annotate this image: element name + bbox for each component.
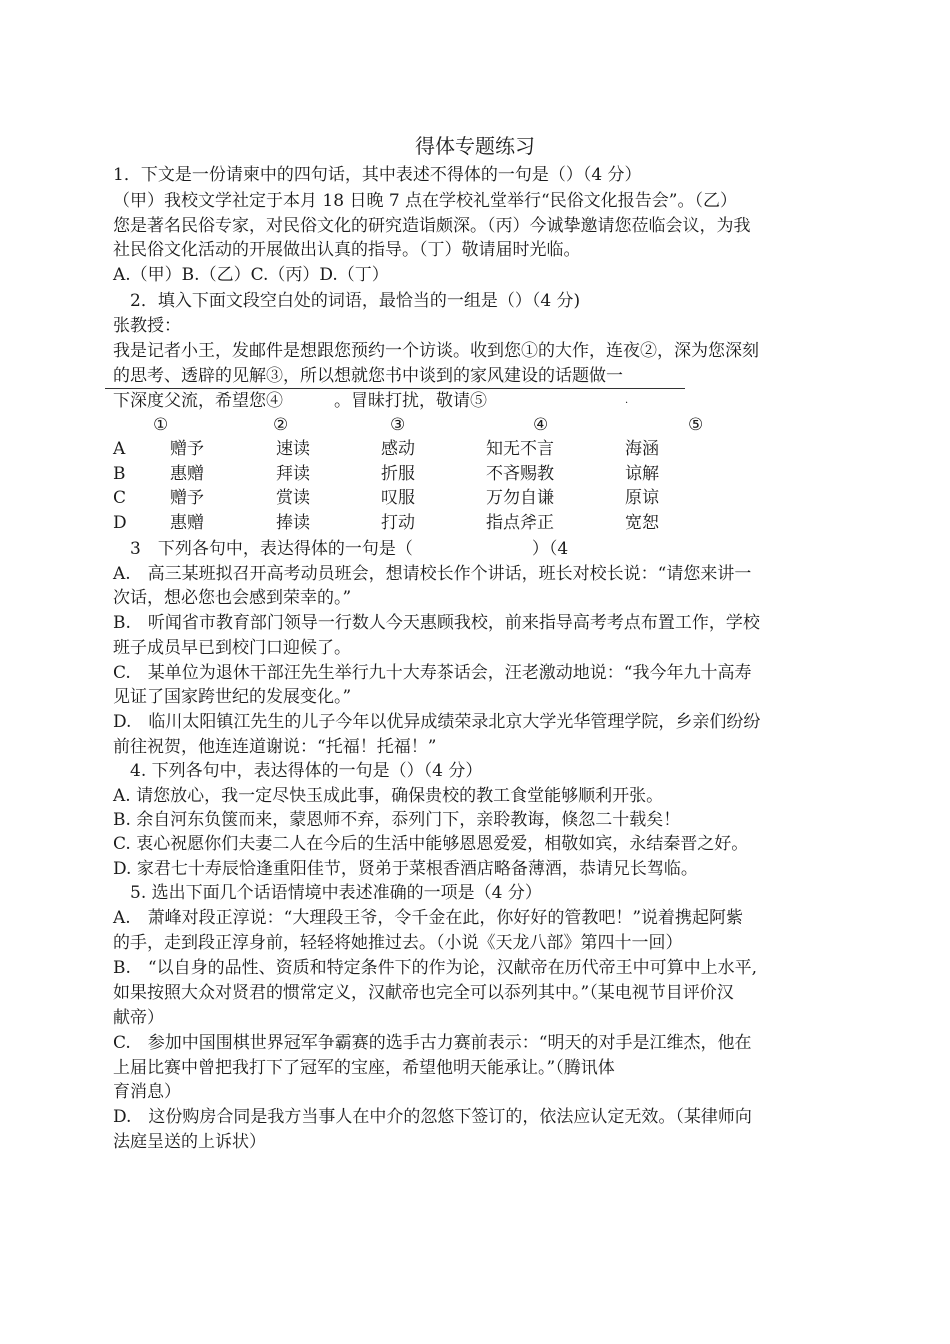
q4-option: D. 家君七十寿辰恰逢重阳佳节，贤弟于菜根香酒店略备薄酒，恭请兄长驾临。: [113, 859, 698, 879]
q5-text-line: 的手，走到段正淳身前，轻轻将她推过去。（小说《天龙八部》第四十一回）: [113, 933, 683, 953]
table-cell: 赏读: [276, 488, 310, 508]
q3-text-line: D. 临川太阳镇江先生的儿子今年以优异成绩荣录北京大学光华管理学院，乡亲们纷纷: [113, 712, 761, 732]
q2-text-line: 我是记者小王，发邮件是想跟您预约一个访谈。收到您①的大作，连夜②，深为您深刻: [113, 341, 759, 361]
table-cell: 知无不言: [486, 439, 554, 459]
table-cell: 叹服: [381, 488, 415, 508]
table-cell: 速读: [276, 439, 310, 459]
table-cell: 海涵: [625, 439, 659, 459]
q5-text-line: C. 参加中国围棋世界冠军争霸赛的选手古力赛前表示：“明天的对手是江维杰，他在: [113, 1033, 752, 1053]
q2-salutation: 张教授：: [113, 316, 181, 336]
table-cell: 原谅: [625, 488, 659, 508]
q4-stem: 4. 下列各句中，表达得体的一句是（）（4 分）: [130, 761, 483, 781]
q5-text-line: 育消息）: [113, 1082, 181, 1102]
table-cell: 谅解: [625, 464, 659, 484]
q3-text-line: B. 听闻省市教育部门领导一行数人今天惠顾我校，前来指导高考考点布置工作，学校: [113, 613, 760, 633]
table-cell: 宽恕: [625, 513, 659, 533]
q5-text-line: 法庭呈送的上诉状）: [113, 1132, 266, 1152]
table-cell: 指点斧正: [486, 513, 554, 533]
table-cell: 拜读: [276, 464, 310, 484]
q3-text-line: C. 某单位为退休干部汪先生举行九十大寿茶话会，汪老激动地说：“我今年九十高寿: [113, 663, 752, 683]
table-cell: 惠赠: [170, 513, 204, 533]
q2-text-line: 的思考、透辟的见解③，所以想就您书中谈到的家风建设的话题做一: [113, 366, 623, 386]
table-cell: 感动: [381, 439, 415, 459]
row-label: D: [113, 513, 127, 533]
row-label: C: [113, 488, 127, 508]
q5-text-line: 献帝）: [113, 1008, 164, 1028]
stray-dot: ·: [625, 398, 629, 409]
q5-text-line: B. “以自身的品性、资质和特定条件下的作为论，汉献帝在历代帝王中可算中上水平,: [113, 958, 757, 978]
q5-text-line: 如果按照大众对贤君的惯常定义，汉献帝也完全可以忝列其中。”（某电视节目评价汉: [113, 983, 734, 1003]
q3-text-line: 见证了国家跨世纪的发展变化。”: [113, 687, 352, 707]
q5-text-line: 上届比赛中曾把我打下了冠军的宝座，希望他明天能承让。”（腾讯体: [113, 1058, 615, 1078]
q3-stem: 3 下列各句中，表达得体的一句是（ ）（4: [130, 539, 569, 559]
page-title: 得体专题练习: [415, 134, 535, 158]
q4-option: A. 请您放心，我一定尽快玉成此事，确保贵校的教工食堂能够顺利开张。: [113, 786, 664, 806]
q3-text-line: A. 高三某班拟召开高考动员班会，想请校长作个讲话，班长对校长说：“请您来讲一: [113, 564, 752, 584]
q2-text-line: 下深度父流，希望您④ 。冒昧打扰，敬请⑤: [113, 391, 487, 411]
q5-stem: 5. 选出下面几个话语情境中表述准确的一项是（4 分）: [130, 883, 542, 903]
table-cell: 不吝赐教: [486, 464, 554, 484]
table-cell: 折服: [381, 464, 415, 484]
table-cell: 惠赠: [170, 464, 204, 484]
q5-text-line: D. 这份购房合同是我方当事人在中介的忽悠下签订的，依法应认定无效。（某律师向: [113, 1107, 752, 1127]
q5-text-line: A. 萧峰对段正淳说：“大理段王爷，令千金在此，你好好的管教吧！”说着携起阿紫: [113, 908, 744, 928]
row-label: A: [113, 439, 126, 459]
table-cell: 赠予: [170, 439, 204, 459]
q1-stem: 1．下文是一份请柬中的四句话，其中表述不得体的一句是（）（4 分）: [113, 165, 642, 185]
row-label: B: [113, 464, 126, 484]
q3-text-line: 次话，想必您也会感到荣幸的。”: [113, 588, 352, 608]
table-header-cell: ③: [390, 415, 406, 435]
table-cell: 捧读: [276, 513, 310, 533]
q4-option: B. 余自河东负箧而来，蒙恩师不弃，忝列门下，亲聆教诲，倏忽二十载矣！: [113, 810, 681, 830]
q1-text-line: （甲）我校文学社定于本月 18 日晚 7 点在学校礼堂举行“民俗文化报告会”。（乙）: [113, 191, 737, 211]
table-header-cell: ④: [533, 415, 549, 435]
table-header-cell: ①: [153, 415, 169, 435]
table-header-cell: ⑤: [688, 415, 704, 435]
q3-text-line: 前往祝贺，他连连道谢说：“托福！托福！”: [113, 737, 437, 757]
table-cell: 万勿自谦: [486, 488, 554, 508]
table-header-cell: ②: [273, 415, 289, 435]
q1-text-line: 社民俗文化活动的开展做出认真的指导。（丁）敬请届时光临。: [113, 240, 581, 260]
q4-option: C. 衷心祝愿你们夫妻二人在今后的生活中能够恩恩爱爱，相敬如宾，永结秦晋之好。: [113, 834, 749, 854]
q2-stem: 2．填入下面文段空白处的词语，最恰当的一组是（）（4 分): [130, 291, 581, 311]
table-cell: 打动: [381, 513, 415, 533]
q3-text-line: 班子成员早已到校门口迎候了。: [113, 638, 351, 658]
q1-text-line: 您是著名民俗专家，对民俗文化的研究造诣颇深。（丙）今诚挚邀请您莅临会议，为我: [113, 216, 751, 236]
table-cell: 赠予: [170, 488, 204, 508]
q1-options: A.（甲）B.（乙）C.（丙）D.（丁）: [113, 265, 389, 285]
